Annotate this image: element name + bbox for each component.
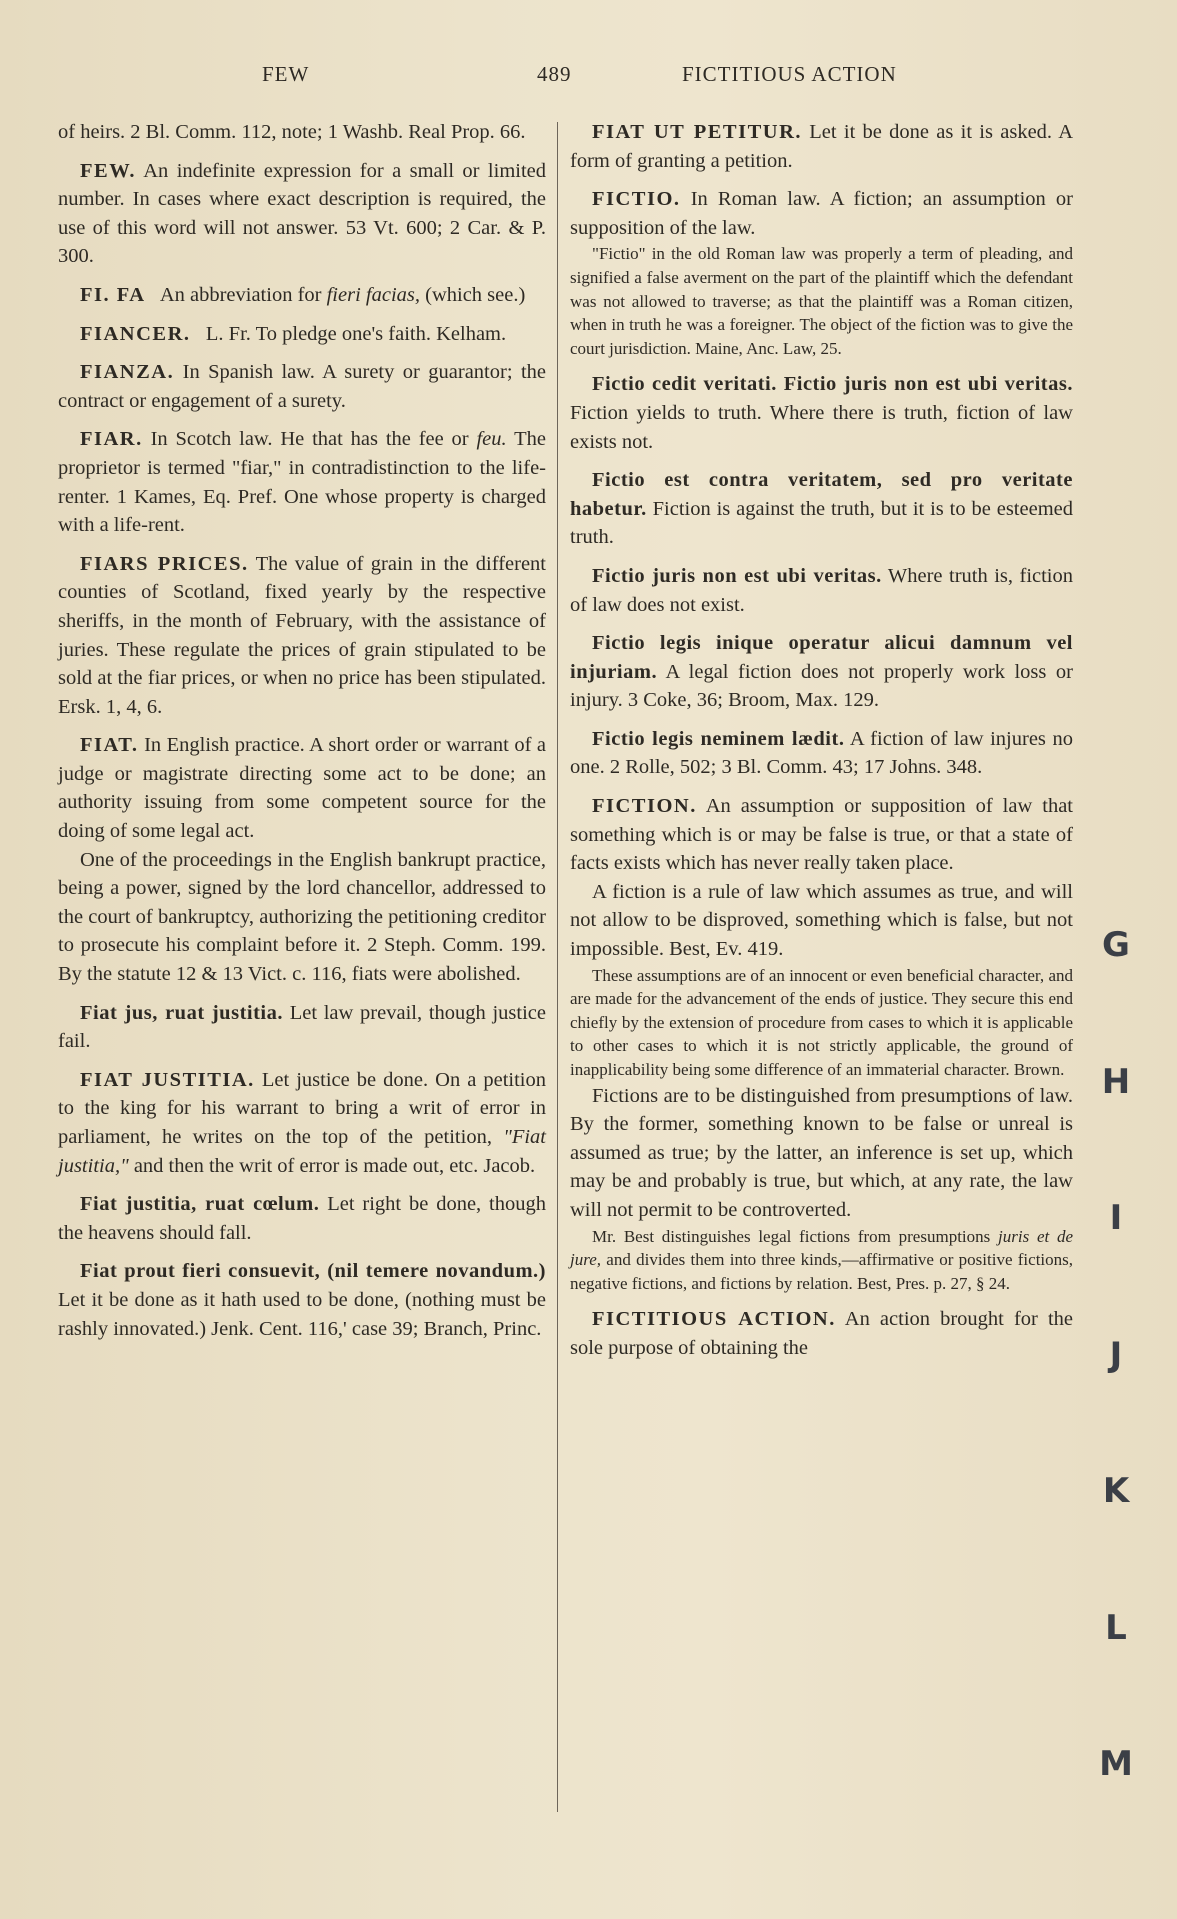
entry-text: Let it be done as it is asked. A form of granting a petition.: [570, 121, 1073, 172]
entry-fiat-ut-petitur: [570, 118, 1073, 175]
entry-paragraph: Fictions are to be distinguished from presumptions of law. By the former, something known to be false or unreal is assumed as true; by the latter, an inference is set up, which may be and probably is true, but which, at any rate, the law will not permit to be controverted.: [570, 1084, 1073, 1221]
headword: FEW.: [80, 159, 136, 182]
headword: Fictio juris non est ubi veritas.: [592, 564, 882, 587]
headword: Fiat justitia, ruat cœlum.: [80, 1193, 320, 1216]
entry-text: An assumption or supposition of law that something which is or may be false is true, or that a state of facts exists which has never really taken place.: [570, 795, 1073, 875]
headword: FI. FA: [80, 283, 146, 306]
entry-text: A fiction of law injures no one. 2 Rolle, 502; 3 Bl. Comm. 43; 17 Johns. 348.: [570, 727, 1073, 779]
entry-text-cont: The proprietor is termed "fiar," in contradistinction to the life-renter. 1 Kames, Eq. Pref. One whose property is charged with a life-rent.: [58, 428, 546, 537]
entry-note-text: Mr. Best distinguishes legal fictions from presumptions: [592, 1226, 991, 1246]
entry-fiat-justitia: [58, 1066, 546, 1180]
entry-fiction: [570, 792, 1073, 1295]
thumb-index-letter-l: L: [1105, 1608, 1127, 1648]
entry-italic-term: juris et de jure,: [570, 1226, 1074, 1270]
entry-fiat-jus: [58, 999, 546, 1056]
entry-fictio-legis-inique: [570, 629, 1073, 715]
thumb-index-letter-m: M: [1099, 1744, 1133, 1784]
left-column: [58, 118, 546, 1353]
headword: FIAT JUSTITIA.: [80, 1068, 255, 1091]
entry-text: Fiction yields to truth. Where there is truth, fiction of law exists not.: [570, 401, 1073, 453]
headword: FIARS PRICES.: [80, 552, 249, 575]
entry-text: Let right be done, though the heavens should fall.: [58, 1193, 546, 1244]
entry-text: In Spanish law. A surety or guarantor; the contract or engagement of a surety.: [58, 361, 546, 412]
entry-fiars-prices: [58, 550, 546, 722]
entry-text: of heirs. 2 Bl. Comm. 112, note; 1 Washb. Real Prop. 66.: [58, 121, 526, 143]
thumb-index-letter-j: J: [1109, 1335, 1123, 1375]
header-left-guide-word: FEW: [262, 62, 310, 86]
page-number: 489: [537, 62, 572, 86]
entry-fictio-est-contra: [570, 466, 1073, 552]
entry-text-cont: (which see.): [425, 283, 526, 306]
entry-fi-fa: [58, 281, 546, 310]
entry-fictio-cedit: [570, 370, 1073, 456]
headword: FIANZA.: [80, 361, 175, 384]
headword: Fictio est contra veritatem, sed pro veritate habetur.: [570, 469, 1073, 520]
right-column: [570, 118, 1073, 1373]
entry-text-cont: and then the writ of error is made out, etc. Jacob.: [133, 1154, 536, 1177]
entry-italic-term: fieri facias,: [326, 283, 420, 306]
headword: FIAT UT PETITUR.: [592, 121, 802, 143]
entry-text: Let it be done as it hath used to be done, (nothing must be rashly innovated.) Jenk. Cent. 116,' case 39; Branch, Princ.: [58, 1288, 546, 1340]
column-divider: [557, 122, 558, 1812]
headword: Fictio cedit veritati. Fictio juris non est ubi veritas.: [592, 373, 1073, 396]
headword: FICTION.: [592, 795, 697, 818]
entry-paragraph: A fiction is a rule of law which assumes as true, and will not allow to be disproved, something which is false, but not impossible. Best, Ev. 419.: [570, 880, 1073, 961]
entry-text: A legal fiction does not properly work loss or injury. 3 Coke, 36; Broom, Max. 129.: [570, 660, 1073, 712]
entry-fiat: [58, 731, 546, 988]
headword: FIAR.: [80, 428, 143, 451]
headword: FIAT.: [80, 734, 139, 757]
entry-text: Let justice be done. On a petition to the king for his warrant to bring a writ of error in parliament, he writes on the top of the petition,: [58, 1068, 547, 1148]
entry-fictio-juris: [570, 562, 1073, 619]
entry-text: Let law prevail, though justice fail.: [58, 1001, 546, 1053]
entry-text: An abbreviation for: [159, 283, 322, 306]
headword: Fictio legis neminem lædit.: [592, 727, 845, 750]
headword: Fictio legis inique operatur alicui damnum vel injuriam.: [570, 632, 1073, 683]
entry-fictio-legis-neminem: [570, 725, 1073, 782]
header-right-guide-word: FICTITIOUS ACTION: [682, 62, 897, 86]
entry-paragraph: One of the proceedings in the English bankrupt practice, being a power, signed by the lord chancellor, addressed to the court of bankruptcy, authorizing the petitioning creditor to prosecute his complaint before it. 2 Steph. Comm. 199. By the statute 12 & 13 Vict. c. 116, fiats were abolished.: [58, 848, 546, 986]
entry-fiat-prout: [58, 1257, 546, 1343]
entry-fiar: [58, 425, 546, 539]
entry-text: Fiction is against the truth, but it is to be esteemed truth.: [570, 497, 1073, 549]
headword: FIANCER.: [80, 322, 191, 345]
entry-few: [58, 157, 546, 271]
entry-text: In Roman law. A fiction; an assumption or supposition of the law.: [570, 188, 1073, 239]
entry-text: An indefinite expression for a small or limited number. In cases where exact description is required, the use of this word will not answer. 53 Vt. 600; 2 Car. & P. 300.: [58, 159, 547, 268]
entry-fictio: [570, 185, 1073, 360]
entry-text: Where truth is, fiction of law does not exist.: [570, 564, 1074, 616]
headword: Fiat jus, ruat justitia.: [80, 1001, 283, 1024]
headword: FICTIO.: [592, 188, 681, 211]
headword: Fiat prout fieri consuevit, (nil temere novandum.): [80, 1260, 546, 1283]
entry-fianza: [58, 358, 546, 415]
entry-italic-term: feu.: [476, 428, 507, 451]
thumb-index-letter-g: G: [1102, 925, 1130, 965]
entry-text: An action brought for the sole purpose of obtaining the: [570, 1308, 1073, 1359]
entry-text: In Scotch law. He that has the fee or: [150, 428, 469, 451]
entry-text: L. Fr. To pledge one's faith. Kelham.: [205, 322, 507, 345]
entry-note: These assumptions are of an innocent or even beneficial character, and are made for the advancement of the ends of justice. They secure this end chiefly by the extension of procedure from cases to which it is applicable to other cases to which it is not strictly applicable, the ground of inapplicability being some difference of an immaterial character. Brown.: [570, 965, 1073, 1079]
entry-continuation: [58, 118, 546, 147]
running-header: [0, 62, 1177, 92]
entry-fiat-justitia-ruat: [58, 1190, 546, 1247]
thumb-index-letter-k: K: [1102, 1471, 1130, 1511]
headword: FICTITIOUS ACTION.: [592, 1308, 836, 1331]
thumb-index-letter-h: H: [1101, 1062, 1131, 1102]
entry-italic-term: "Fiat justitia,": [58, 1126, 546, 1177]
entry-note-text-cont: and divides them into three kinds,—affirmative or positive fictions, negative fictions, and fictions by relation. Best, Pres. p. 27, § 24.: [570, 1250, 1073, 1293]
entry-text: In English practice. A short order or warrant of a judge or magistrate directing some act to be done; an authority issuing from some competent source for the doing of some legal act.: [58, 734, 547, 843]
entry-fictitious-action: [570, 1305, 1073, 1362]
thumb-index-letter-i: I: [1109, 1198, 1123, 1238]
entry-text: The value of grain in the different counties of Scotland, fixed yearly by the respective sheriffs, in the month of February, with the assistance of juries. These regulate the prices of grain stipulated to be sold at the fiar prices, or when no price has been stipulated. Ersk. 1, 4, 6.: [58, 552, 546, 718]
entry-note: "Fictio" in the old Roman law was properly a term of pleading, and signified a false averment on the part of the plaintiff which the defendant was not allowed to traverse; as that the plaintiff was a Roman citizen, when in truth he was a foreigner. The object of the fiction was to give the court jurisdiction. Maine, Anc. Law, 25.: [570, 244, 1073, 358]
entry-fiancer: [58, 320, 546, 349]
